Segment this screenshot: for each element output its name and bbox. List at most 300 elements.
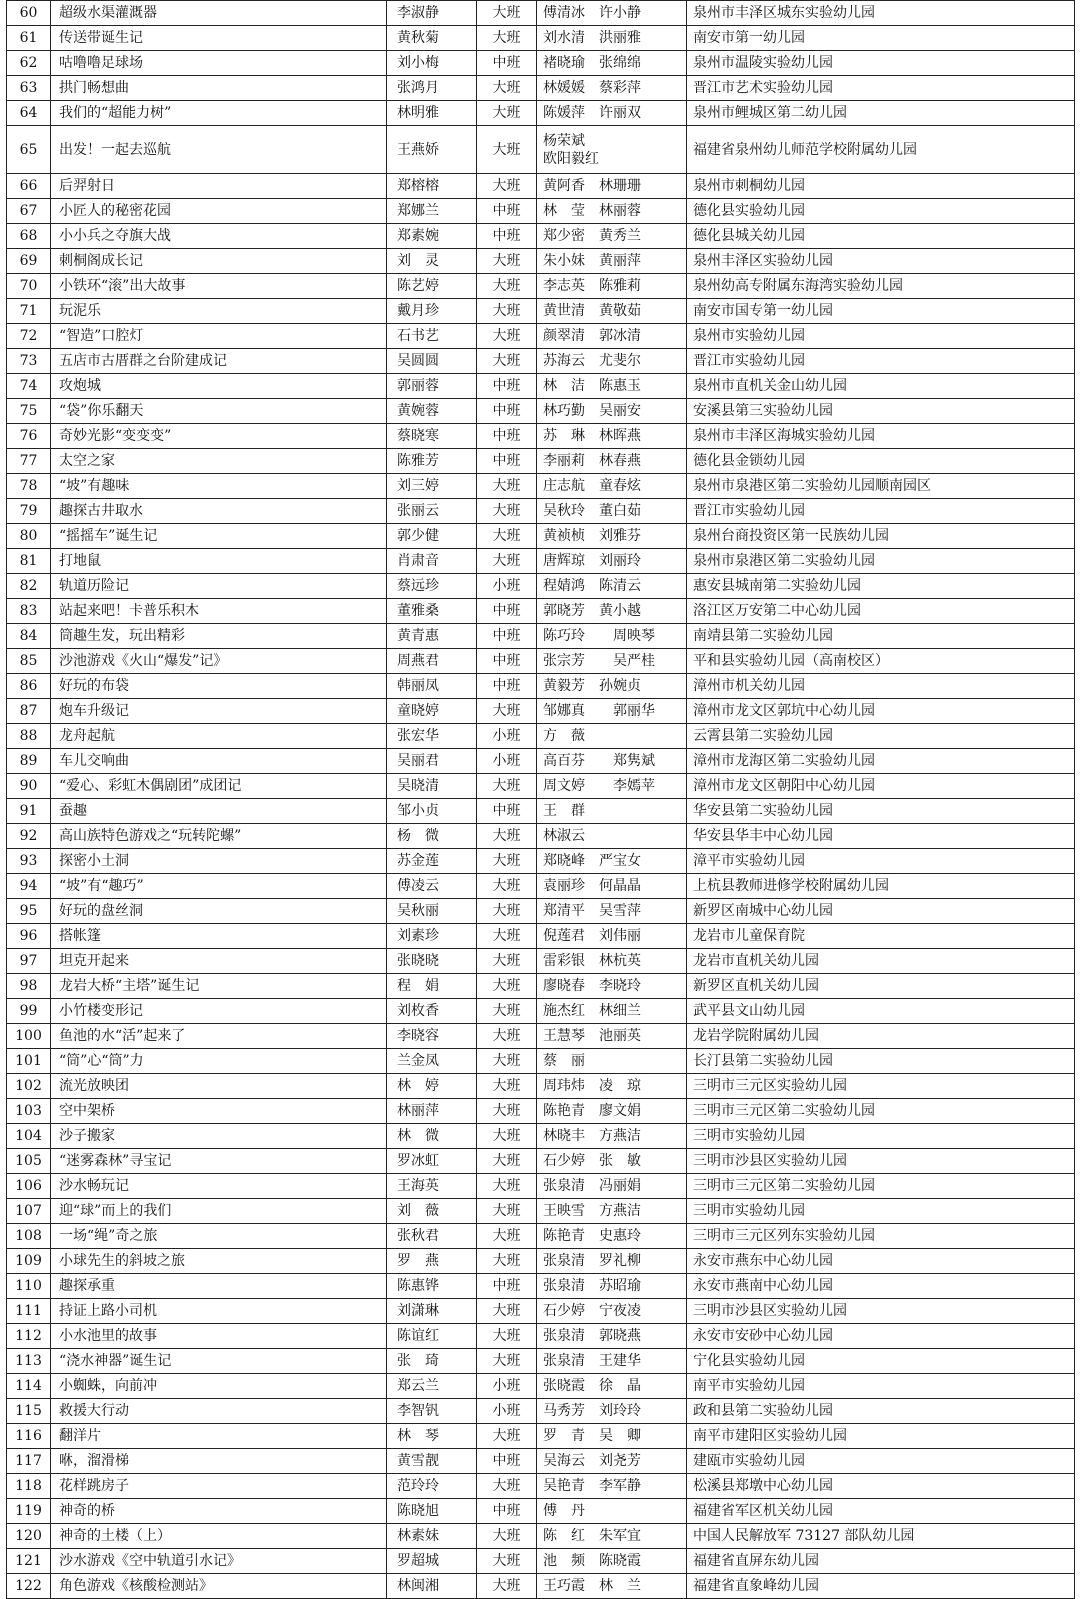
kindergarten-name: 三明市三元区列东实验幼儿园 [687, 1224, 1075, 1249]
kindergarten-name: 龙岩学院附属幼儿园 [687, 1024, 1075, 1049]
instructor-names: 陈艳青 史惠玲 [537, 1224, 687, 1249]
row-number: 94 [7, 874, 51, 899]
kindergarten-name: 泉州市刺桐幼儿园 [687, 174, 1075, 199]
instructor-names: 程婧鸿 陈清云 [537, 574, 687, 599]
table-row [7, 974, 1075, 999]
instructor-names: 郑清平 吴雪萍 [537, 899, 687, 924]
instructor-names: 林 莹 林丽蓉 [537, 199, 687, 224]
author-name: 林丽萍 [387, 1099, 477, 1124]
table-row [7, 51, 1075, 76]
kindergarten-name: 南安市第一幼儿园 [687, 26, 1075, 51]
table-row [7, 874, 1075, 899]
table-row [7, 724, 1075, 749]
table-row [7, 424, 1075, 449]
row-number: 110 [7, 1274, 51, 1299]
table-row [7, 574, 1075, 599]
work-title: 一场“绳”奇之旅 [51, 1224, 387, 1249]
class-grade: 大班 [477, 1024, 537, 1049]
class-grade: 中班 [477, 449, 537, 474]
row-number: 86 [7, 674, 51, 699]
class-grade: 大班 [477, 76, 537, 101]
row-number: 121 [7, 1549, 51, 1574]
work-title: 奇妙光影“变变变” [51, 424, 387, 449]
kindergarten-name: 三明市沙县区实验幼儿园 [687, 1149, 1075, 1174]
instructor-names: 刘水清 洪丽雅 [537, 26, 687, 51]
table-row [7, 524, 1075, 549]
row-number: 79 [7, 499, 51, 524]
author-name: 吴晓清 [387, 774, 477, 799]
author-name: 刘 薇 [387, 1199, 477, 1224]
author-name: 林素妹 [387, 1524, 477, 1549]
class-grade: 中班 [477, 1449, 537, 1474]
instructor-names: 石少婷 宁夜凌 [537, 1299, 687, 1324]
work-title: 小蜘蛛，向前冲 [51, 1374, 387, 1399]
author-name: 石书艺 [387, 324, 477, 349]
kindergarten-name: 泉州市泉港区第二实验幼儿园顺南园区 [687, 474, 1075, 499]
kindergarten-name: 龙岩市直机关幼儿园 [687, 949, 1075, 974]
class-grade: 小班 [477, 1399, 537, 1424]
table-row [7, 224, 1075, 249]
work-title: 空中架桥 [51, 1099, 387, 1124]
table-row [7, 249, 1075, 274]
table-row [7, 1024, 1075, 1049]
class-grade: 中班 [477, 599, 537, 624]
kindergarten-name: 政和县第二实验幼儿园 [687, 1399, 1075, 1424]
row-number: 122 [7, 1574, 51, 1599]
work-title: 小竹楼变形记 [51, 999, 387, 1024]
table-row [7, 449, 1075, 474]
class-grade: 中班 [477, 1274, 537, 1299]
row-number: 105 [7, 1149, 51, 1174]
author-name: 蔡晓寒 [387, 424, 477, 449]
instructor-names: 陈媛萍 许丽双 [537, 101, 687, 126]
row-number: 116 [7, 1424, 51, 1449]
row-number: 65 [7, 126, 51, 174]
instructor-names: 雷彩银 林杭英 [537, 949, 687, 974]
row-number: 112 [7, 1324, 51, 1349]
class-grade: 大班 [477, 899, 537, 924]
kindergarten-name: 漳州市龙文区郭坑中心幼儿园 [687, 699, 1075, 724]
row-number: 77 [7, 449, 51, 474]
table-row [7, 1399, 1075, 1424]
table-row [7, 599, 1075, 624]
kindergarten-name: 安溪县第三实验幼儿园 [687, 399, 1075, 424]
table-row [7, 624, 1075, 649]
row-number: 119 [7, 1499, 51, 1524]
table-row [7, 799, 1075, 824]
class-grade: 大班 [477, 349, 537, 374]
row-number: 100 [7, 1024, 51, 1049]
author-name: 刘 灵 [387, 249, 477, 274]
table-row [7, 1424, 1075, 1449]
author-name: 张 琦 [387, 1349, 477, 1374]
work-title: 小铁环“滚”出大故事 [51, 274, 387, 299]
work-title: 坦克开起来 [51, 949, 387, 974]
work-title: 炮车升级记 [51, 699, 387, 724]
class-grade: 中班 [477, 374, 537, 399]
work-title: 流光放映团 [51, 1074, 387, 1099]
row-number: 95 [7, 899, 51, 924]
table-row [7, 101, 1075, 126]
author-name: 张秋君 [387, 1224, 477, 1249]
row-number: 67 [7, 199, 51, 224]
kindergarten-name: 漳州市龙文区朝阳中心幼儿园 [687, 774, 1075, 799]
row-number: 61 [7, 26, 51, 51]
instructor-names: 杨荣斌 欧阳毅红 [537, 126, 687, 174]
row-number: 92 [7, 824, 51, 849]
work-title: 角色游戏《核酸检测站》 [51, 1574, 387, 1599]
author-name: 刘三婷 [387, 474, 477, 499]
instructor-names: 王映雪 方燕洁 [537, 1199, 687, 1224]
table-row [7, 824, 1075, 849]
row-number: 76 [7, 424, 51, 449]
class-grade: 大班 [477, 126, 537, 174]
class-grade: 大班 [477, 1199, 537, 1224]
class-grade: 大班 [477, 699, 537, 724]
table-row [7, 26, 1075, 51]
kindergarten-name: 洛江区万安第二中心幼儿园 [687, 599, 1075, 624]
class-grade: 大班 [477, 974, 537, 999]
row-number: 74 [7, 374, 51, 399]
author-name: 吴圆圆 [387, 349, 477, 374]
work-title: 趣探古井取水 [51, 499, 387, 524]
class-grade: 大班 [477, 324, 537, 349]
class-grade: 小班 [477, 574, 537, 599]
author-name: 陈惠铧 [387, 1274, 477, 1299]
kindergarten-name: 南靖县第二实验幼儿园 [687, 624, 1075, 649]
kindergarten-name: 建瓯市实验幼儿园 [687, 1449, 1075, 1474]
work-title: 花样跳房子 [51, 1474, 387, 1499]
table-row [7, 749, 1075, 774]
table-row [7, 349, 1075, 374]
author-name: 李智钒 [387, 1399, 477, 1424]
row-number: 93 [7, 849, 51, 874]
row-number: 104 [7, 1124, 51, 1149]
instructor-names: 陈巧玲 周映琴 [537, 624, 687, 649]
row-number: 109 [7, 1249, 51, 1274]
row-number: 75 [7, 399, 51, 424]
instructor-names: 苏海云 尤斐尔 [537, 349, 687, 374]
work-title: 小球先生的斜坡之旅 [51, 1249, 387, 1274]
work-title: 搭帐篷 [51, 924, 387, 949]
row-number: 91 [7, 799, 51, 824]
author-name: 戴月珍 [387, 299, 477, 324]
kindergarten-name: 福建省直象峰幼儿园 [687, 1574, 1075, 1599]
class-grade: 大班 [477, 924, 537, 949]
author-name: 张晓晓 [387, 949, 477, 974]
instructor-names: 李丽莉 林春燕 [537, 449, 687, 474]
class-grade: 中班 [477, 399, 537, 424]
instructor-names: 苏 琳 林晖燕 [537, 424, 687, 449]
author-name: 罗冰虹 [387, 1149, 477, 1174]
instructor-names: 唐辉琼 刘丽玲 [537, 549, 687, 574]
work-title: 筒趣生发，玩出精彩 [51, 624, 387, 649]
row-number: 62 [7, 51, 51, 76]
work-title: “爱心、彩虹木偶剧团”成团记 [51, 774, 387, 799]
author-name: 黄雪靓 [387, 1449, 477, 1474]
class-grade: 大班 [477, 101, 537, 126]
kindergarten-name: 三明市三元区第二实验幼儿园 [687, 1099, 1075, 1124]
table-row [7, 899, 1075, 924]
author-name: 蔡远珍 [387, 574, 477, 599]
work-title: “筒”心“筒”力 [51, 1049, 387, 1074]
author-name: 陈晓旭 [387, 1499, 477, 1524]
author-name: 吴丽君 [387, 749, 477, 774]
table-row [7, 299, 1075, 324]
author-name: 邹小贞 [387, 799, 477, 824]
instructor-names: 黄祯桢 刘雅芬 [537, 524, 687, 549]
author-name: 张鸿月 [387, 76, 477, 101]
table-row [7, 949, 1075, 974]
work-title: 龙舟起航 [51, 724, 387, 749]
instructor-names: 吴海云 刘尧芳 [537, 1449, 687, 1474]
work-title: “浇水神器”诞生记 [51, 1349, 387, 1374]
instructor-names: 周玮炜 凌 琼 [537, 1074, 687, 1099]
kindergarten-name: 中国人民解放军 73127 部队幼儿园 [687, 1524, 1075, 1549]
row-number: 102 [7, 1074, 51, 1099]
kindergarten-name: 漳州市机关幼儿园 [687, 674, 1075, 699]
author-name: 杨 微 [387, 824, 477, 849]
work-title: 沙水游戏《空中轨道引水记》 [51, 1549, 387, 1574]
author-name: 李淑静 [387, 1, 477, 26]
row-number: 82 [7, 574, 51, 599]
row-number: 81 [7, 549, 51, 574]
table-row [7, 1124, 1075, 1149]
kindergarten-name: 泉州市泉港区第二实验幼儿园 [687, 549, 1075, 574]
row-number: 120 [7, 1524, 51, 1549]
class-grade: 大班 [477, 1249, 537, 1274]
work-title: 救援大行动 [51, 1399, 387, 1424]
table-row [7, 374, 1075, 399]
table-row [7, 1324, 1075, 1349]
table-row [7, 1299, 1075, 1324]
class-grade: 大班 [477, 499, 537, 524]
row-number: 96 [7, 924, 51, 949]
author-name: 郑娜兰 [387, 199, 477, 224]
row-number: 98 [7, 974, 51, 999]
work-title: “智造”口腔灯 [51, 324, 387, 349]
work-title: 我们的“超能力树” [51, 101, 387, 126]
work-title: 轨道历险记 [51, 574, 387, 599]
row-number: 87 [7, 699, 51, 724]
instructor-names: 吴秋玲 董白茹 [537, 499, 687, 524]
author-name: 黄婉蓉 [387, 399, 477, 424]
row-number: 60 [7, 1, 51, 26]
class-grade: 小班 [477, 724, 537, 749]
row-number: 73 [7, 349, 51, 374]
class-grade: 大班 [477, 474, 537, 499]
instructor-names: 罗 青 吴 卿 [537, 1424, 687, 1449]
author-name: 韩丽凤 [387, 674, 477, 699]
table-row [7, 174, 1075, 199]
author-name: 张丽云 [387, 499, 477, 524]
class-grade: 大班 [477, 1349, 537, 1374]
author-name: 林明雅 [387, 101, 477, 126]
table-row [7, 474, 1075, 499]
table-row [7, 1199, 1075, 1224]
kindergarten-name: 宁化县实验幼儿园 [687, 1349, 1075, 1374]
table-row [7, 499, 1075, 524]
kindergarten-name: 晋江市实验幼儿园 [687, 499, 1075, 524]
work-title: 咕噜噜足球场 [51, 51, 387, 76]
kindergarten-name: 南平市实验幼儿园 [687, 1374, 1075, 1399]
table-row [7, 76, 1075, 101]
table-row [7, 1099, 1075, 1124]
row-number: 66 [7, 174, 51, 199]
row-number: 115 [7, 1399, 51, 1424]
work-title: 小小兵之夺旗大战 [51, 224, 387, 249]
instructor-names: 郭晓芳 黄小越 [537, 599, 687, 624]
instructor-names: 张泉清 冯丽娟 [537, 1174, 687, 1199]
work-title: 后羿射日 [51, 174, 387, 199]
instructor-names: 方 薇 [537, 724, 687, 749]
kindergarten-name: 漳平市实验幼儿园 [687, 849, 1075, 874]
row-number: 97 [7, 949, 51, 974]
author-name: 李晓容 [387, 1024, 477, 1049]
table-row [7, 1524, 1075, 1549]
kindergarten-name: 南平市建阳区实验幼儿园 [687, 1424, 1075, 1449]
author-name: 黄青惠 [387, 624, 477, 649]
award-list-table [6, 0, 1075, 1599]
instructor-names: 张泉清 苏昭瑜 [537, 1274, 687, 1299]
author-name: 刘素珍 [387, 924, 477, 949]
author-name: 周燕君 [387, 649, 477, 674]
instructor-names: 李志英 陈雅莉 [537, 274, 687, 299]
work-title: “袋”你乐翻天 [51, 399, 387, 424]
author-name: 刘潇琳 [387, 1299, 477, 1324]
instructor-names: 池 频 陈晓霞 [537, 1549, 687, 1574]
table-row [7, 1174, 1075, 1199]
kindergarten-name: 泉州市实验幼儿园 [687, 324, 1075, 349]
class-grade: 大班 [477, 299, 537, 324]
author-name: 童晓婷 [387, 699, 477, 724]
class-grade: 大班 [477, 1074, 537, 1099]
class-grade: 大班 [477, 249, 537, 274]
kindergarten-name: 德化县实验幼儿园 [687, 199, 1075, 224]
table-row [7, 126, 1075, 174]
class-grade: 中班 [477, 799, 537, 824]
work-title: 超级水渠灌溉器 [51, 1, 387, 26]
kindergarten-name: 华安县华丰中心幼儿园 [687, 824, 1075, 849]
kindergarten-name: 永安市燕南中心幼儿园 [687, 1274, 1075, 1299]
work-title: 龙岩大桥“主塔”诞生记 [51, 974, 387, 999]
author-name: 程 娟 [387, 974, 477, 999]
work-title: 刺桐阁成长记 [51, 249, 387, 274]
work-title: 沙子搬家 [51, 1124, 387, 1149]
row-number: 80 [7, 524, 51, 549]
instructor-names: 王慧琴 池丽英 [537, 1024, 687, 1049]
work-title: “迷雾森林”寻宝记 [51, 1149, 387, 1174]
work-title: 蚕趣 [51, 799, 387, 824]
kindergarten-name: 泉州市温陵实验幼儿园 [687, 51, 1075, 76]
table-row [7, 324, 1075, 349]
class-grade: 大班 [477, 949, 537, 974]
author-name: 傅凌云 [387, 874, 477, 899]
kindergarten-name: 上杭县教师进修学校附属幼儿园 [687, 874, 1075, 899]
class-grade: 中班 [477, 1499, 537, 1524]
instructor-names: 张泉清 王建华 [537, 1349, 687, 1374]
row-number: 64 [7, 101, 51, 126]
instructor-names: 林淑云 [537, 824, 687, 849]
row-number: 88 [7, 724, 51, 749]
row-number: 107 [7, 1199, 51, 1224]
instructor-names: 周文婷 李嫣苹 [537, 774, 687, 799]
kindergarten-name: 泉州市鲤城区第二幼儿园 [687, 101, 1075, 126]
author-name: 苏金莲 [387, 849, 477, 874]
instructor-names: 褚晓瑜 张绵绵 [537, 51, 687, 76]
author-name: 郑榕榕 [387, 174, 477, 199]
table-row [7, 1049, 1075, 1074]
work-title: 五店市古厝群之台阶建成记 [51, 349, 387, 374]
kindergarten-name: 惠安县城南第二实验幼儿园 [687, 574, 1075, 599]
author-name: 范玲玲 [387, 1474, 477, 1499]
kindergarten-name: 晋江市艺术实验幼儿园 [687, 76, 1075, 101]
kindergarten-name: 泉州市丰泽区海城实验幼儿园 [687, 424, 1075, 449]
instructor-names: 廖晓春 李晓玲 [537, 974, 687, 999]
class-grade: 中班 [477, 224, 537, 249]
work-title: 探密小土洞 [51, 849, 387, 874]
work-title: 小匠人的秘密花园 [51, 199, 387, 224]
work-title: “坡”有“趣巧” [51, 874, 387, 899]
work-title: 站起来吧！卡普乐积木 [51, 599, 387, 624]
table-row [7, 549, 1075, 574]
instructor-names: 石少婷 张 敏 [537, 1149, 687, 1174]
kindergarten-name: 德化县城关幼儿园 [687, 224, 1075, 249]
row-number: 108 [7, 1224, 51, 1249]
work-title: 咻，溜滑梯 [51, 1449, 387, 1474]
author-name: 郭丽蓉 [387, 374, 477, 399]
instructor-names: 林晓丰 方燕洁 [537, 1124, 687, 1149]
work-title: 传送带诞生记 [51, 26, 387, 51]
class-grade: 大班 [477, 824, 537, 849]
work-title: 鱼池的水“活”起来了 [51, 1024, 387, 1049]
author-name: 吴秋丽 [387, 899, 477, 924]
kindergarten-name: 三明市实验幼儿园 [687, 1199, 1075, 1224]
kindergarten-name: 长汀县第二实验幼儿园 [687, 1049, 1075, 1074]
row-number: 101 [7, 1049, 51, 1074]
work-title: “坡”有趣味 [51, 474, 387, 499]
class-grade: 大班 [477, 274, 537, 299]
kindergarten-name: 平和县实验幼儿园（高南校区） [687, 649, 1075, 674]
row-number: 99 [7, 999, 51, 1024]
table-row [7, 1499, 1075, 1524]
work-title: 好玩的布袋 [51, 674, 387, 699]
kindergarten-name: 三明市三元区第二实验幼儿园 [687, 1174, 1075, 1199]
table-row [7, 999, 1075, 1024]
work-title: 趣探承重 [51, 1274, 387, 1299]
row-number: 111 [7, 1299, 51, 1324]
author-name: 肖肃音 [387, 549, 477, 574]
author-name: 郑云兰 [387, 1374, 477, 1399]
kindergarten-name: 泉州台商投资区第一民族幼儿园 [687, 524, 1075, 549]
kindergarten-name: 漳州市龙海区第二实验幼儿园 [687, 749, 1075, 774]
work-title: 高山族特色游戏之“玩转陀螺” [51, 824, 387, 849]
row-number: 63 [7, 76, 51, 101]
row-number: 83 [7, 599, 51, 624]
instructor-names: 傅 丹 [537, 1499, 687, 1524]
work-title: 迎“球”而上的我们 [51, 1199, 387, 1224]
kindergarten-name: 德化县金锁幼儿园 [687, 449, 1075, 474]
kindergarten-name: 松溪县郑墩中心幼儿园 [687, 1474, 1075, 1499]
author-name: 黄秋菊 [387, 26, 477, 51]
table-row [7, 1474, 1075, 1499]
instructor-names: 邹娜真 郭丽华 [537, 699, 687, 724]
class-grade: 大班 [477, 1224, 537, 1249]
kindergarten-name: 福建省军区机关幼儿园 [687, 1499, 1075, 1524]
class-grade: 大班 [477, 1049, 537, 1074]
class-grade: 中班 [477, 199, 537, 224]
table-row [7, 1, 1075, 26]
